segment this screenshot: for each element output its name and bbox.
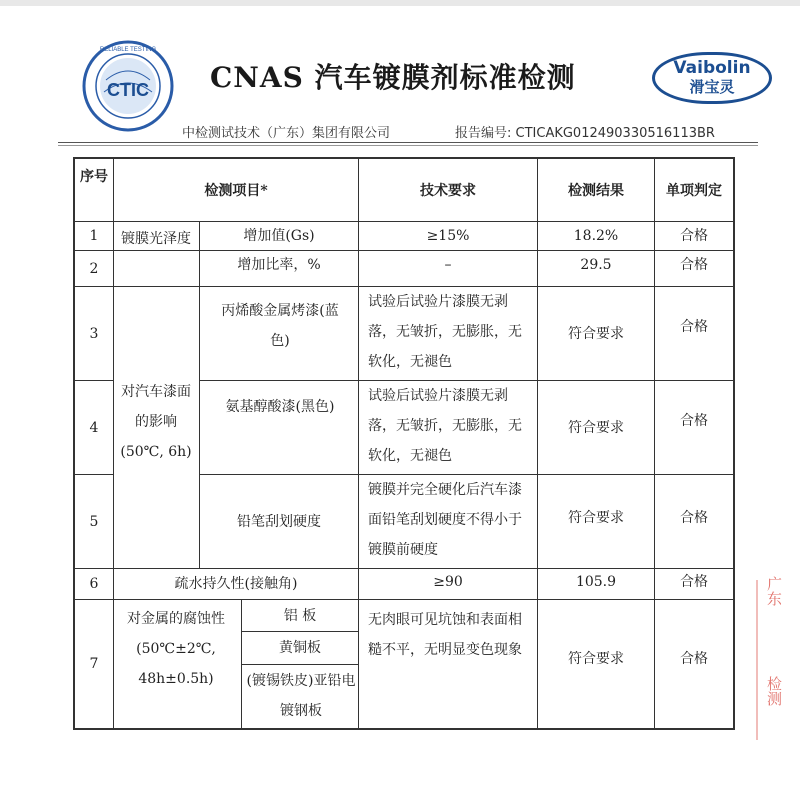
row1-requirement: ≥15%	[426, 228, 470, 244]
row2-no: 2	[89, 260, 99, 277]
row1-item: 增加值(Gs)	[243, 228, 315, 244]
stamp-edge	[756, 580, 758, 740]
col-header-no: 序号	[80, 169, 108, 185]
row3-group: 对汽车漆面的影响(50℃, 6h)	[120, 384, 192, 460]
col-header-result: 检测结果	[568, 182, 624, 199]
stamp-fragment-1: 广东	[765, 576, 783, 606]
row6-result: 105.9	[575, 574, 617, 590]
svg-text:RELIABLE TESTING: RELIABLE TESTING	[99, 47, 157, 53]
logo-zh-text: 滑宝灵	[689, 78, 735, 96]
page-title: CNAS 汽车镀膜剂标准检测	[210, 61, 576, 94]
row3-no: 3	[89, 325, 99, 342]
vaibolin-logo	[652, 52, 772, 104]
top-border	[0, 0, 800, 6]
row3-requirement: 试验后试验片漆膜无剥落，无皱折，无膨胀，无软化，无褪色	[368, 294, 522, 370]
row4-verdict: 合格	[680, 413, 708, 429]
ctic-logo-icon	[82, 40, 174, 132]
row4-item: 氨基醇酸漆(黑色)	[225, 399, 335, 415]
row2-verdict: 合格	[680, 257, 708, 273]
row2-requirement: –	[444, 257, 452, 273]
col-header-verdict: 单项判定	[666, 182, 722, 199]
row4-no: 4	[89, 419, 99, 436]
col-header-item: 检测项目*	[204, 182, 268, 199]
ctic-logo-text: CTIC	[107, 80, 149, 100]
row7-verdict: 合格	[680, 651, 708, 667]
header-divider	[58, 142, 758, 143]
row7-subitem-aluminum: 铝 板	[283, 607, 317, 624]
row1-verdict: 合格	[680, 228, 708, 244]
logo-en-text: Vaibolin	[673, 58, 751, 78]
row1-group: 镀膜光泽度	[121, 231, 191, 247]
row1-no: 1	[89, 228, 99, 244]
row5-requirement: 镀膜并完全硬化后汽车漆面铅笔刮划硬度不得小于镀膜前硬度	[368, 482, 522, 558]
row7-requirement: 无肉眼可见坑蚀和表面相糙不平，无明显变色现象	[368, 612, 522, 658]
stamp-fragment-2: 检测	[765, 676, 783, 706]
col-header-requirement: 技术要求	[420, 182, 476, 199]
row3-item: 丙烯酸金属烤漆(蓝色)	[221, 303, 339, 349]
row5-verdict: 合格	[680, 509, 708, 526]
row2-result: 29.5	[580, 257, 612, 273]
row6-item: 疏水持久性(接触角)	[174, 576, 298, 592]
row3-verdict: 合格	[680, 319, 708, 335]
company-name: 中检测试技术（广东）集团有限公司	[182, 126, 391, 141]
report-number: 报告编号: CTICAKG012490330516113BR	[455, 126, 715, 141]
row7-subitem-steel: (镀锡铁皮)亚铅电镀钢板	[246, 673, 356, 719]
row7-group: 对金属的腐蚀性(50℃±2℃, 48h±0.5h)	[127, 611, 225, 687]
row7-no: 7	[89, 656, 99, 672]
header-divider-thin	[58, 145, 758, 146]
row5-result: 符合要求	[568, 509, 624, 526]
row5-no: 5	[89, 513, 99, 530]
row3-result: 符合要求	[568, 325, 624, 342]
row6-requirement: ≥90	[433, 574, 463, 590]
row4-requirement: 试验后试验片漆膜无剥落，无皱折，无膨胀，无软化，无褪色	[368, 388, 522, 464]
row7-result: 符合要求	[568, 651, 624, 667]
row6-no: 6	[89, 576, 99, 592]
row6-verdict: 合格	[680, 574, 708, 590]
row2-item: 增加比率，%	[237, 257, 321, 273]
row5-item: 铅笔刮划硬度	[237, 513, 321, 530]
row7-subitem-brass: 黄铜板	[279, 640, 321, 656]
row4-result: 符合要求	[568, 419, 624, 436]
row1-result: 18.2%	[573, 228, 619, 244]
